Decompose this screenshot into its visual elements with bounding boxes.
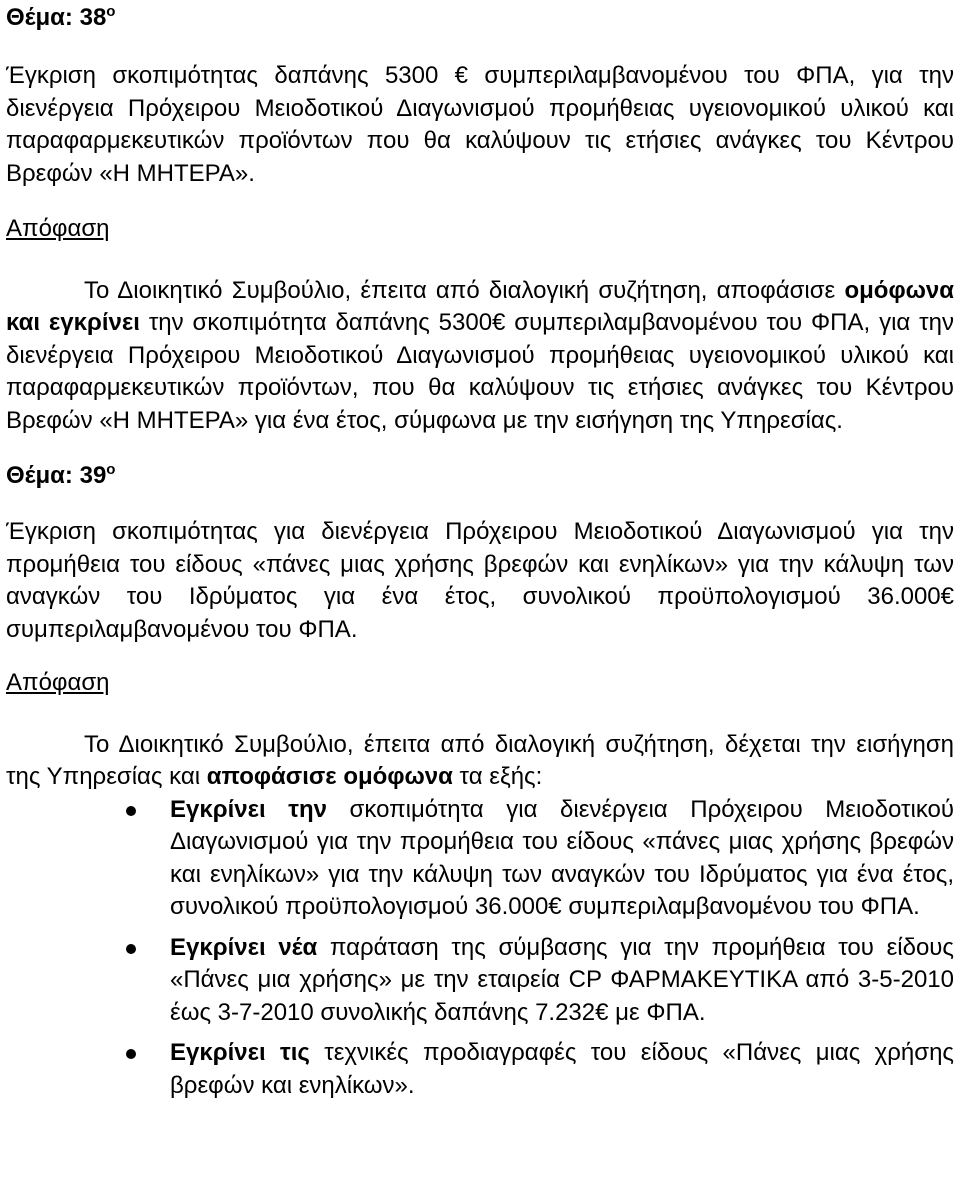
list-item-bold: Εγκρίνει την [170,795,327,823]
topic-38-decision-intro: Το Διοικητικό Συμβούλιο, έπειτα από διαλογική συζήτηση, αποφάσισε [84,276,845,304]
list-item-bold: Εγκρίνει νέα [170,933,318,961]
topic-39-subject: Έγκριση σκοπιμότητας για διενέργεια Πρόχειρου Μειοδοτικού Διαγωνισμού για την προμήθεια του είδους «πάνες μιας χρήσης βρεφών και ενηλίκων» για την κάλυψη των αναγκών του Ιδρύματος για ένα έτος, συνολικού προϋπολογισμού 36.000€ συμπεριλαμβανομένου του ΦΠΑ. [6,518,954,643]
topic-38-ordinal: ο [106,3,116,20]
list-item [170,794,954,924]
topic-38-decision-text [6,275,954,438]
list-item [170,1037,954,1102]
list-item-bold: Εγκρίνει τις [170,1039,310,1066]
topic-38-decision-heading: Απόφαση [6,215,110,242]
bullet-icon [126,944,136,954]
topic-38-subject: Έγκριση σκοπιμότητας δαπάνης 5300 € συμπεριλαμβανομένου του ΦΠΑ, για την διενέργεια Πρόχειρου Μειοδοτικού Διαγωνισμού προμήθειας υγειονομικού υλικού και παραφαρμεκευτικών προϊόντων που θα καλύψουν τις ετήσιες ανάγκες του Κέντρου Βρεφών «Η ΜΗΤΕΡΑ». [6,62,954,187]
topic-39-decision-rest: τα εξής: [452,763,543,790]
bullet-icon [126,1049,136,1059]
topic-38-label: Θέμα: 38 [6,4,107,31]
topic-39-heading [6,460,954,495]
topic-38-heading [6,0,954,37]
topic-38-decision-bold: ομόφωνα και εγκρίνει [6,276,954,336]
topic-39-decision-text [6,729,954,794]
topic-39-decision-heading: Απόφαση [6,669,110,696]
decision-items-list [6,794,954,1103]
topic-39-decision-bold: αποφάσισε ομόφωνα [206,763,453,790]
list-item-text: τεχνικές προδιαγραφές του είδους «Πάνες μιας χρήσης βρεφών και ενηλίκων». [170,1039,954,1099]
topic-38-decision-rest: την σκοπιμότητα δαπάνης 5300€ συμπεριλαμβανομένου του ΦΠΑ, για την διενέργεια Πρόχειρου Μειοδοτικού Διαγωνισμού προμήθειας υγειονομικού υλικού και παραφαρμεκευτικών προϊόντων, που θα καλύψουν τις ετήσιες ανάγκες του Κέντρου Βρεφών «Η ΜΗΤΕΡΑ» για ένα έτος, σύμφωνα με την εισήγηση της Υπηρεσίας. [6,309,954,434]
list-item-text: σκοπιμότητα για διενέργεια Πρόχειρου Μειοδοτικού Διαγωνισμού για την προμήθεια του είδους «πάνες μιας χρήσης βρεφών και ενηλίκων» για την κάλυψη των αναγκών του Ιδρύματος για ένα έτος, συνολικού προϋπολογισμού 36.000€ συμπεριλαμβανομένου του ΦΠΑ. [170,795,955,920]
topic-39-label: Θέμα: 39 [6,462,107,489]
list-item [170,932,954,1030]
list-item-text: παράταση της σύμβασης για την προμήθεια του είδους «Πάνες μια χρήσης» με την εταιρεία CP ΦΑΡΜΑΚΕΥΤΙΚΑ από 3-5-2010 έως 3-7-2010 συνολικής δαπάνης 7.232€ με ΦΠΑ. [170,933,954,1026]
topic-39-decision-intro: Το Διοικητικό Συμβούλιο, έπειτα από διαλογική συζήτηση, δέχεται την εισήγηση της Υπηρεσίας και [6,730,954,790]
bullet-icon [126,806,136,816]
topic-39-ordinal: ο [106,461,116,478]
